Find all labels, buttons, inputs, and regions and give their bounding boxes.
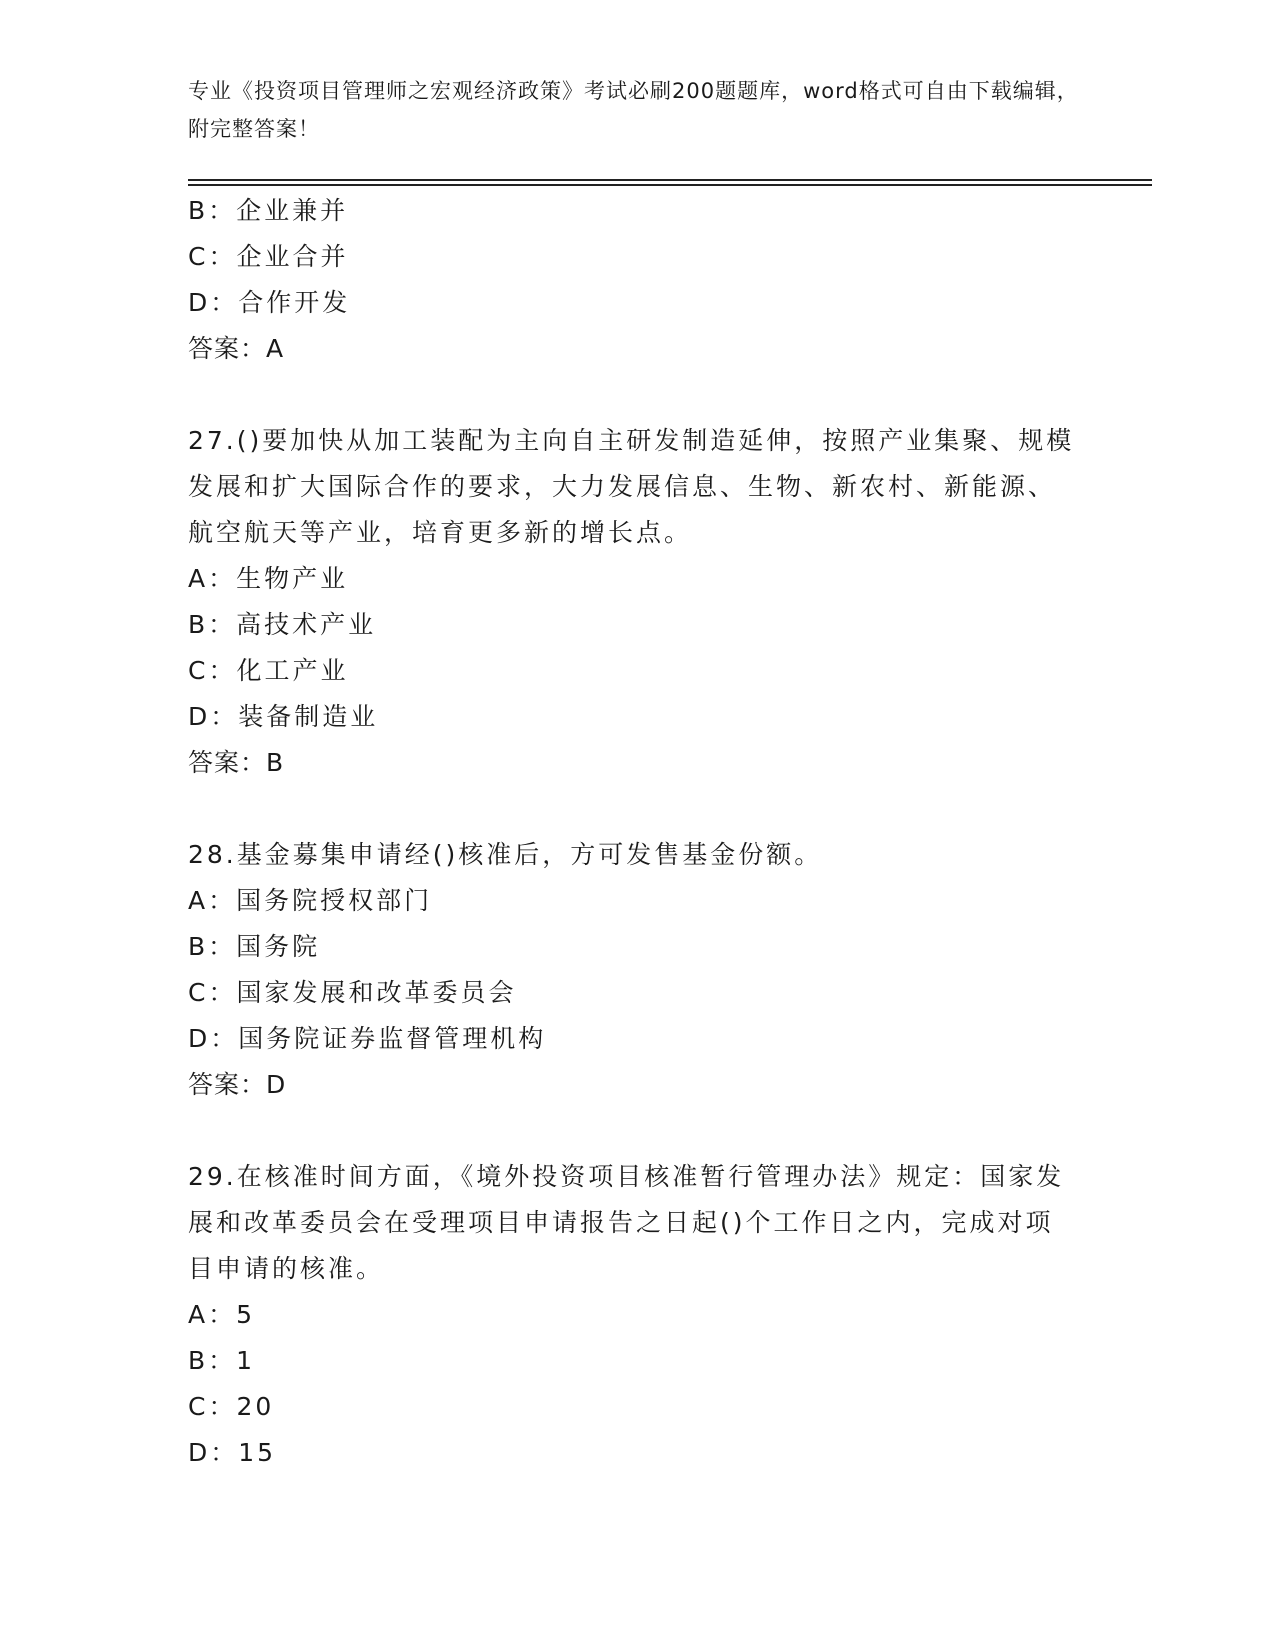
answer-line: 答案：A: [188, 334, 285, 363]
option-a: A：生物产业: [188, 564, 349, 593]
question-29: [188, 1154, 1088, 1476]
question-27: [188, 418, 1088, 786]
option-d: D：装备制造业: [188, 702, 379, 731]
answer-line: 答案：B: [188, 748, 285, 777]
option-d: D：国务院证券监督管理机构: [188, 1024, 547, 1053]
question-28: [188, 832, 1088, 1108]
question-26-continued: [188, 188, 1088, 372]
option-c: C：企业合并: [188, 242, 349, 271]
question-text: 27.()要加快从加工装配为主向自主研发制造延伸，按照产业集聚、规模发展和扩大国际合作的要求，大力发展信息、生物、新农村、新能源、航空航天等产业，培育更多新的增长点。: [188, 426, 1075, 547]
option-d: D：15: [188, 1438, 277, 1467]
option-d: D：合作开发: [188, 288, 351, 317]
spacer: [188, 1108, 1088, 1154]
option-b: B：企业兼并: [188, 196, 349, 225]
question-text: 28.基金募集申请经()核准后，方可发售基金份额。: [188, 840, 823, 869]
document-header: 专业《投资项目管理师之宏观经济政策》考试必刷200题题库，word格式可自由下载编辑，附完整答案！: [188, 79, 1079, 141]
option-a: A：5: [188, 1300, 256, 1329]
header-rule-bottom: [188, 184, 1152, 186]
option-b: B：高技术产业: [188, 610, 377, 639]
option-a: A：国务院授权部门: [188, 886, 433, 915]
option-c: C：化工产业: [188, 656, 349, 685]
option-c: C：20: [188, 1392, 275, 1421]
document-body: [188, 188, 1088, 1476]
spacer: [188, 372, 1088, 418]
answer-line: 答案：D: [188, 1070, 287, 1099]
spacer: [188, 786, 1088, 832]
option-b: B：国务院: [188, 932, 321, 961]
question-text: 29.在核准时间方面，《境外投资项目核准暂行管理办法》规定：国家发展和改革委员会在受理项目申请报告之日起()个工作日之内，完成对项目申请的核准。: [188, 1162, 1065, 1283]
option-b: B：1: [188, 1346, 256, 1375]
header-rule-top: [188, 179, 1152, 181]
option-c: C：国家发展和改革委员会: [188, 978, 517, 1007]
